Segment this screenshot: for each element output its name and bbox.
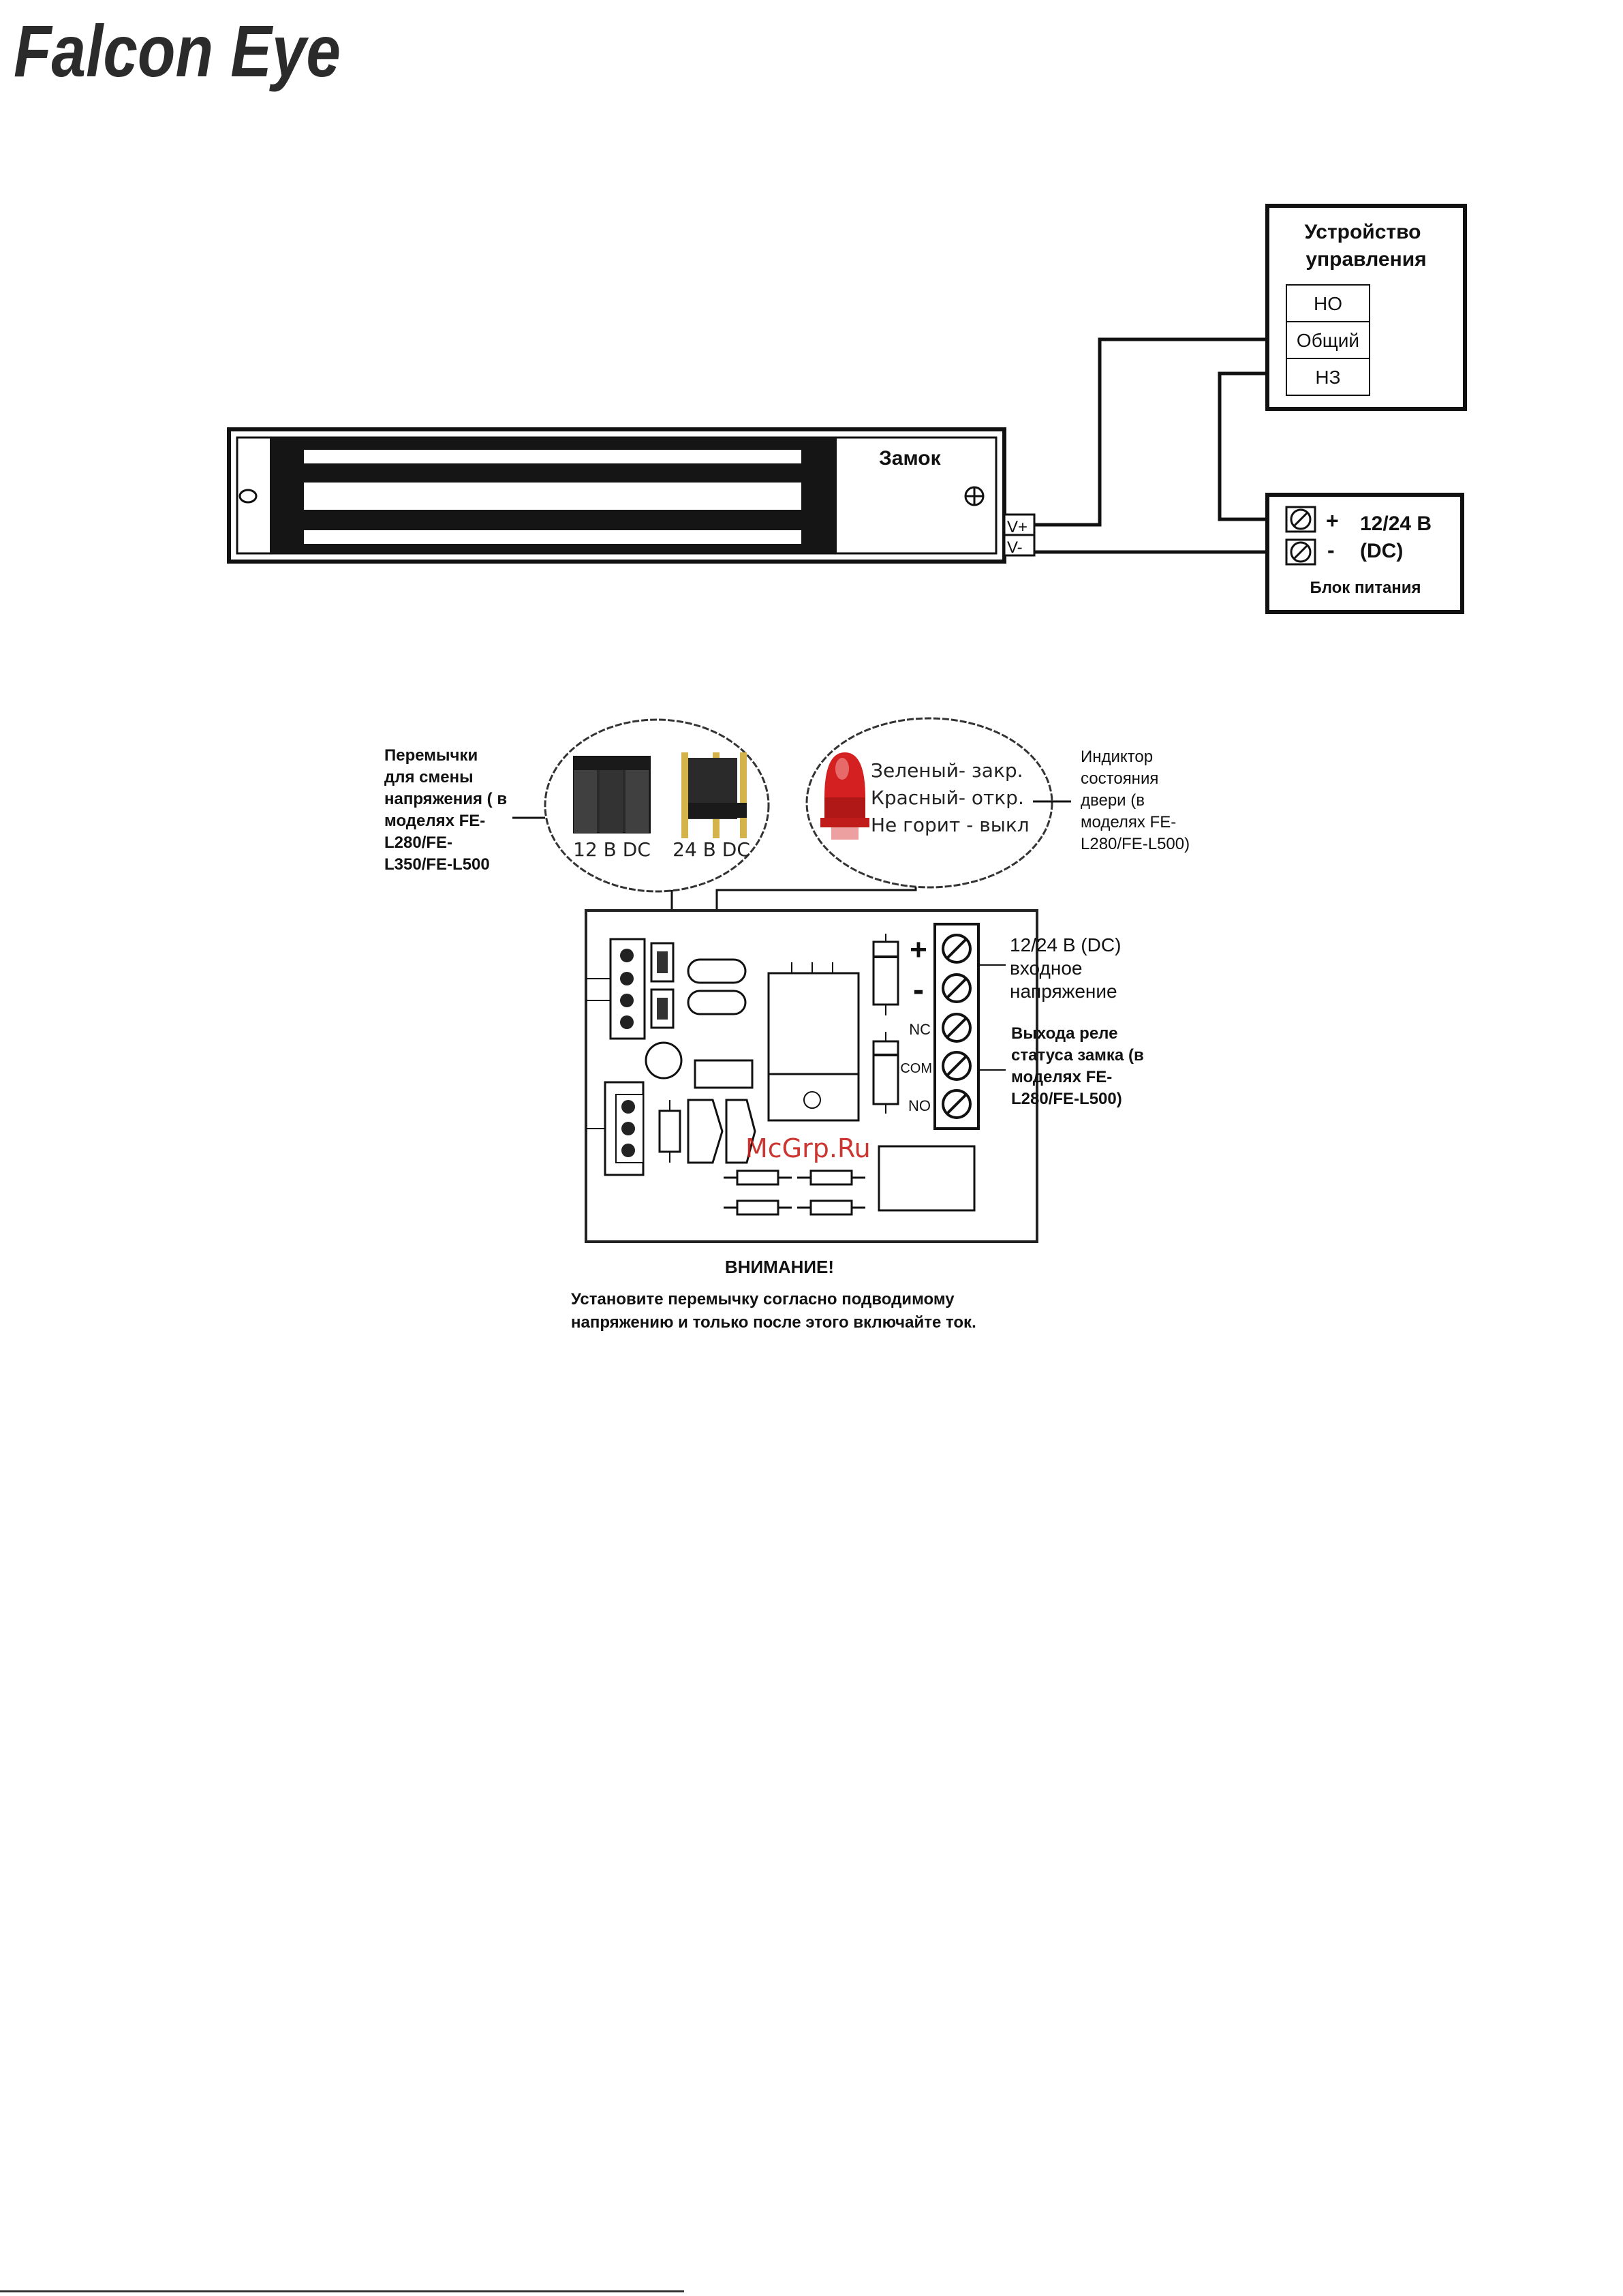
brand-logo: Falcon Eye	[14, 10, 341, 92]
jumper-note	[384, 746, 545, 874]
indicator-note-line: Индиктор	[1081, 748, 1154, 766]
indicator-note-line: состояния	[1081, 769, 1159, 788]
psu-voltage: 12/24 В	[1360, 512, 1432, 535]
terminal-vminus: V-	[1007, 538, 1023, 557]
psu-label: Блок питания	[1310, 579, 1421, 597]
terminal-nc: НЗ	[1315, 367, 1341, 388]
input-note-line: напряжение	[1010, 981, 1117, 1002]
magnetic-lock	[229, 429, 1004, 562]
jumper-callout	[545, 720, 769, 891]
warning-text-line: напряжению и только после этого включайте ток.	[571, 1313, 976, 1332]
relay-com-label: COM	[900, 1061, 932, 1076]
controller-title-1: Устройство	[1304, 221, 1421, 243]
terminal-screw-icon	[1286, 507, 1315, 532]
wiring-diagram	[229, 206, 1465, 612]
led-state-green: Зеленый- закр.	[871, 759, 1023, 782]
relay-note-line: моделях FE-	[1011, 1068, 1113, 1086]
control-device	[1267, 206, 1465, 409]
jumper-note-line: Перемычки	[384, 746, 478, 765]
led-state-off: Не горит - выкл	[871, 814, 1030, 836]
input-note-line: 12/24 В (DC)	[1010, 934, 1122, 955]
terminal-screw-icon	[1286, 540, 1315, 564]
jumper-note-line: моделях FE-	[384, 812, 486, 830]
relay-no-label: NO	[908, 1097, 931, 1114]
indicator-note-line: L280/FE-L500)	[1081, 835, 1190, 853]
jumper-note-line: L280/FE-	[384, 833, 453, 852]
indicator-note-line: моделях FE-	[1081, 813, 1177, 831]
terminal-vplus: V+	[1007, 518, 1028, 536]
psu-dc: (DC)	[1360, 540, 1404, 562]
relay-note-line: статуса замка (в	[1011, 1046, 1144, 1065]
relay-nc-label: NC	[909, 1021, 931, 1038]
indicator-note	[1081, 748, 1190, 853]
jumper-note-line: L350/FE-L500	[384, 855, 490, 874]
lock-label: Замок	[879, 447, 941, 470]
controller-title-2: управления	[1305, 248, 1427, 271]
relay-note-line: Выхода реле	[1011, 1024, 1118, 1043]
psu-plus: +	[1326, 508, 1339, 533]
input-plus: +	[910, 933, 927, 966]
warning-title: ВНИМАНИЕ!	[724, 1257, 835, 1277]
jumper-12v-icon	[574, 756, 650, 833]
watermark: McGrp.Ru	[745, 1133, 871, 1163]
input-note-line: входное	[1010, 958, 1083, 979]
jumper-12v-label: 12 В DC	[573, 838, 651, 861]
power-supply	[1267, 495, 1462, 612]
indicator-note-line: двери (в	[1081, 791, 1145, 810]
led-callout	[807, 718, 1071, 887]
terminal-no: НО	[1314, 293, 1342, 314]
jumper-note-line: напряжения ( в	[384, 790, 508, 808]
relay-note-line: L280/FE-L500)	[1011, 1090, 1122, 1108]
warning-text-line: Установите перемычку согласно подводимому	[571, 1290, 955, 1308]
screw-icon	[965, 487, 983, 505]
input-minus: -	[913, 972, 924, 1008]
jumper-note-line: для смены	[384, 768, 474, 786]
jumper-24v-label: 24 В DC	[673, 838, 750, 861]
terminal-common: Общий	[1296, 330, 1360, 351]
board-diagram	[384, 718, 1190, 1332]
wires	[1034, 339, 1286, 552]
led-state-red: Красный- откр.	[871, 786, 1024, 809]
circuit-board	[586, 910, 1037, 1242]
psu-minus: -	[1327, 538, 1335, 562]
